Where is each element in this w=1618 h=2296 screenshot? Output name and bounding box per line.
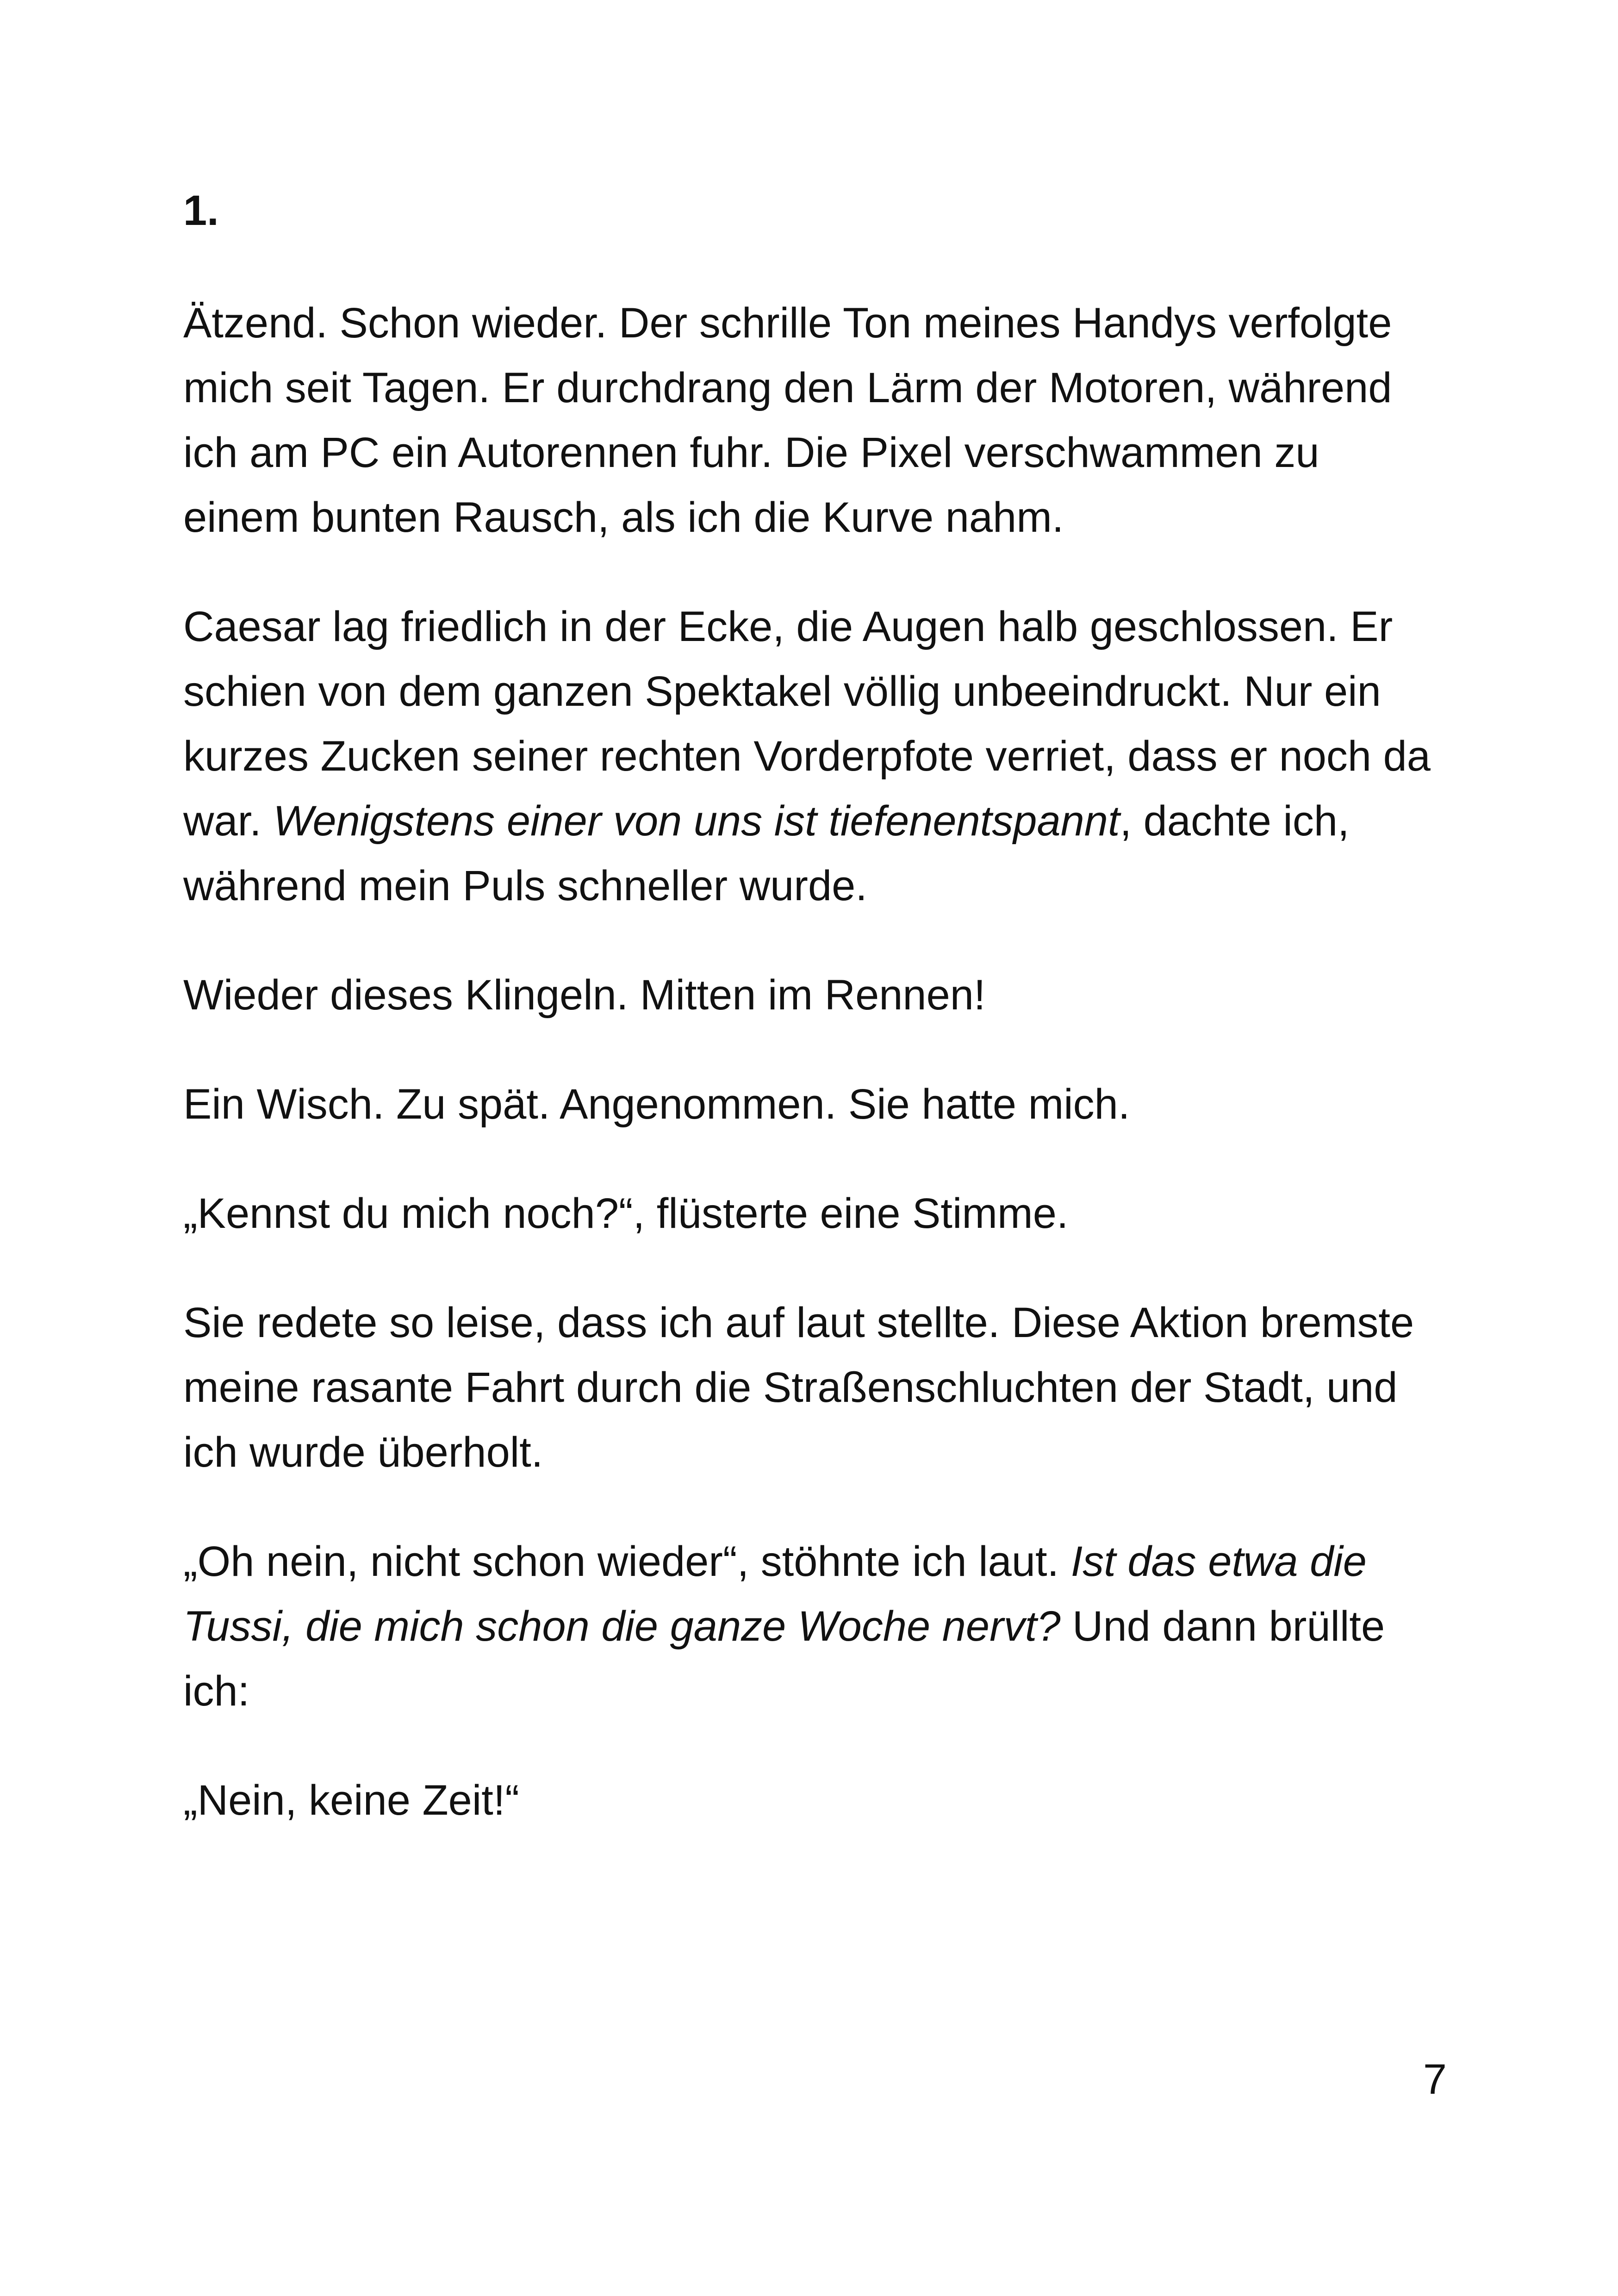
chapter-title: 1. bbox=[183, 187, 219, 234]
paragraph-6: Sie redete so leise, dass ich auf laut stellte. Diese Aktion bremste meine rasante Fahrt durch die Straßenschluchten der Stadt, und ich wurde überholt. bbox=[183, 1299, 1414, 1476]
paragraph-2-text-end: , dachte ich, während mein Puls schneller wurde. bbox=[183, 797, 1350, 909]
paragraph-2-italic-thought: Wenigstens einer von uns ist tiefenentspannt bbox=[273, 797, 1120, 845]
paragraph-4: Ein Wisch. Zu spät. Angenommen. Sie hatte mich. bbox=[183, 1081, 1130, 1128]
paragraph-2 bbox=[183, 594, 1442, 918]
paragraph-2-text-start: Caesar lag friedlich in der Ecke, die Augen halb geschlossen. Er schien von dem ganzen Spektakel völlig unbeeindruckt. Nur ein kurzes Zucken seiner rechten Vorderpfote verriet, dass er noch da war. bbox=[183, 603, 1431, 845]
paragraph-1: Ätzend. Schon wieder. Der schrille Ton meines Handys verfolgte mich seit Tagen. Er durchdrang den Lärm der Motoren, während ich am PC ein Autorennen fuhr. Die Pixel verschwammen zu einem bunten Rausch, als ich die Kurve nahm. bbox=[183, 299, 1392, 541]
paragraph-5: „Kennst du mich noch?“, flüsterte eine Stimme. bbox=[183, 1190, 1069, 1237]
paragraph-3: Wieder dieses Klingeln. Mitten im Rennen! bbox=[183, 971, 986, 1019]
page-number: 7 bbox=[1423, 2056, 1447, 2103]
paragraph-7-italic-thought: Ist das etwa die Tussi, die mich schon die ganze Woche nervt? bbox=[183, 1538, 1367, 1650]
paragraph-7-text-start: „Oh nein, nicht schon wieder“, stöhnte ich laut. bbox=[183, 1538, 1071, 1585]
paragraph-8: „Nein, keine Zeit!“ bbox=[183, 1777, 520, 1824]
paragraph-7 bbox=[183, 1529, 1442, 1724]
chapter-text bbox=[183, 291, 1442, 1877]
paragraph-7-text-end: Und dann brüllte ich: bbox=[183, 1603, 1385, 1715]
